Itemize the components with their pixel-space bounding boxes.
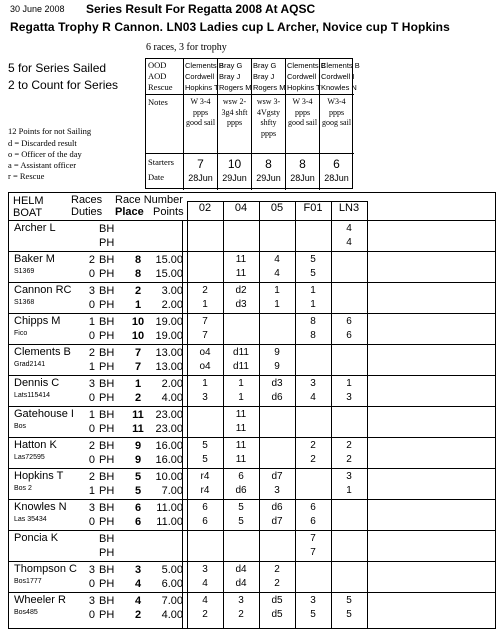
key-assistant: a = Assistant officer — [8, 160, 77, 170]
race-result: 4 — [274, 254, 280, 265]
race-result: 9 — [274, 361, 280, 372]
info-ood: Bray G — [253, 61, 277, 70]
helm-name: Knowles N — [14, 501, 67, 513]
races-count: 0 — [88, 330, 95, 342]
place: 1 — [134, 299, 142, 311]
info-label-starters: Starters — [148, 157, 174, 167]
table-row — [9, 313, 496, 344]
header-place: Place — [115, 206, 144, 218]
race-number-LN3: LN3 — [338, 202, 360, 214]
race-result: d4 — [235, 578, 247, 589]
info-notes: W 3-4 ppps good sail — [287, 97, 318, 127]
duty-code: BH — [99, 409, 115, 421]
race-result: 5 — [310, 268, 316, 279]
table-row — [9, 220, 496, 251]
race-result: 2 — [274, 578, 280, 589]
report-subtitle: Regatta Trophy R Cannon. LN03 Ladies cup L Archer, Novice cup T Hopkins — [10, 20, 450, 34]
table-row — [9, 437, 496, 468]
info-ood: Bray G — [219, 61, 243, 70]
duty-code: BH — [99, 440, 115, 452]
info-notes: W3-4 ppps goog sail — [321, 97, 352, 127]
info-label-rescue: Rescue — [148, 82, 173, 92]
race-result: d11 — [233, 361, 249, 372]
place: 8 — [134, 254, 142, 266]
points: 7.00 — [161, 485, 183, 497]
header-points: Points — [153, 206, 184, 218]
race-result: 3 — [274, 485, 280, 496]
race-result: 9 — [274, 347, 280, 358]
race-result: r4 — [200, 485, 210, 496]
race-result: 11 — [235, 440, 247, 451]
races-count: 1 — [88, 485, 95, 497]
boat-club: Bos — [14, 423, 27, 430]
info-label-date: Date — [148, 172, 165, 182]
race-result: d6 — [271, 502, 283, 513]
duty-code: PH — [99, 392, 115, 404]
info-date: 28Jun — [290, 173, 315, 183]
header-races: Races — [71, 194, 103, 206]
helm-name: Chipps M — [14, 315, 61, 327]
race-result: 3 — [202, 392, 208, 403]
header-duties: Duties — [71, 206, 103, 218]
helm-name: Clements B — [14, 346, 71, 358]
info-ood: Clements B — [321, 61, 360, 70]
duty-code: PH — [99, 516, 115, 528]
race-result: 1 — [346, 378, 352, 389]
duty-code: BH — [99, 378, 115, 390]
race-result: 6 — [346, 316, 352, 327]
race-result: 2 — [310, 440, 316, 451]
place: 4 — [134, 578, 142, 590]
races-count: 2 — [88, 347, 95, 359]
race-result: 5 — [238, 502, 244, 513]
races-count: 3 — [88, 564, 95, 576]
race-result: o4 — [199, 347, 211, 358]
race-result: 8 — [310, 330, 316, 341]
race-result: d5 — [271, 609, 283, 620]
duty-code: BH — [99, 316, 115, 328]
race-result: 2 — [238, 609, 244, 620]
race-result: 1 — [238, 392, 244, 403]
info-label-notes: Notes — [148, 97, 168, 107]
race-result: 7 — [310, 533, 316, 544]
race-result: 2 — [346, 440, 352, 451]
race-result: 5 — [310, 609, 316, 620]
table-row — [9, 499, 496, 530]
points: 23.00 — [155, 409, 183, 421]
races-count: 0 — [88, 423, 95, 435]
race-result: 3 — [202, 564, 208, 575]
place: 9 — [134, 454, 142, 466]
points: 13.00 — [155, 361, 183, 373]
race-result: 11 — [235, 454, 247, 465]
header-race-number: Race Number — [115, 194, 183, 206]
place: 2 — [134, 392, 142, 404]
points: 16.00 — [155, 454, 183, 466]
race-result: 4 — [202, 595, 208, 606]
duty-code: BH — [99, 285, 115, 297]
race-result: 5 — [238, 516, 244, 527]
info-aod: Bray J — [219, 72, 241, 81]
races-count: 0 — [88, 268, 95, 280]
table-row — [9, 344, 496, 375]
duty-code: PH — [99, 609, 115, 621]
race-result: 5 — [346, 595, 352, 606]
info-rescue: Hopkins T — [185, 83, 219, 92]
race-result: 4 — [346, 223, 352, 234]
race-result: 1 — [274, 285, 280, 296]
points: 10.00 — [155, 471, 183, 483]
race-result: d7 — [271, 516, 283, 527]
duty-code: PH — [99, 578, 115, 590]
info-date: 29Jun — [256, 173, 281, 183]
boat-club: Bos 2 — [14, 485, 32, 492]
race-result: 6 — [346, 330, 352, 341]
info-starters: 8 — [299, 157, 306, 171]
duty-code: BH — [99, 502, 115, 514]
race-result: 3 — [346, 392, 352, 403]
boat-club: Bos485 — [14, 609, 38, 616]
race-result: 1 — [238, 378, 244, 389]
duty-code: PH — [99, 299, 115, 311]
races-count: 1 — [88, 409, 95, 421]
races-count: 2 — [88, 254, 95, 266]
races-count: 0 — [88, 299, 95, 311]
place: 11 — [132, 423, 144, 435]
legend-sailed: 5 for Series Sailed — [8, 61, 107, 75]
key-discarded: d = Discarded result — [8, 138, 77, 148]
race-result: 3 — [310, 595, 316, 606]
place: 4 — [134, 595, 142, 607]
duty-code: PH — [99, 423, 115, 435]
race-result: 8 — [310, 316, 316, 327]
points: 15.00 — [155, 268, 183, 280]
races-count: 2 — [88, 440, 95, 452]
info-ood: Clements B — [287, 61, 326, 70]
helm-name: Archer L — [14, 222, 56, 234]
race-result: 7 — [202, 330, 208, 341]
race-result: 4 — [346, 237, 352, 248]
duty-code: BH — [99, 223, 115, 235]
races-count: 0 — [88, 609, 95, 621]
info-label-aod: AOD — [148, 71, 167, 81]
helm-name: Dennis C — [14, 377, 60, 389]
info-label-ood: OOD — [148, 60, 167, 70]
race-result: 1 — [346, 485, 352, 496]
points: 4.00 — [161, 392, 183, 404]
points: 6.00 — [161, 578, 183, 590]
races-note: 6 races, 3 for trophy — [146, 42, 227, 53]
info-starters: 10 — [227, 157, 242, 171]
races-count: 1 — [88, 361, 95, 373]
race-number-02: 02 — [198, 202, 212, 214]
report-title: Series Result For Regatta 2008 At AQSC — [86, 2, 316, 16]
info-starters: 8 — [265, 157, 272, 171]
grid-line — [146, 153, 354, 154]
race-number-05: 05 — [270, 202, 284, 214]
race-result: 5 — [202, 440, 208, 451]
points: 11.00 — [156, 502, 183, 514]
header-boat: BOAT — [13, 207, 43, 219]
info-date: 28Jun — [188, 173, 213, 183]
table-row — [9, 251, 496, 282]
race-result: d7 — [271, 471, 283, 482]
race-result: d3 — [235, 299, 247, 310]
helm-name: Cannon RC — [14, 284, 72, 296]
place: 11 — [132, 409, 144, 421]
races-count: 0 — [88, 392, 95, 404]
duty-code: BH — [99, 471, 115, 483]
table-row — [9, 468, 496, 499]
points: 16.00 — [155, 440, 183, 452]
races-count: 0 — [88, 454, 95, 466]
race-result: 2 — [202, 609, 208, 620]
duty-code: PH — [99, 237, 115, 249]
race-result: 2 — [202, 285, 208, 296]
boat-club: S1368 — [14, 299, 35, 306]
race-result: o4 — [199, 361, 211, 372]
race-result: d6 — [235, 485, 247, 496]
race-result: 11 — [235, 423, 247, 434]
race-result: 2 — [346, 454, 352, 465]
key-officer: o = Officer of the day — [8, 149, 82, 159]
races-count: 3 — [88, 285, 95, 297]
info-date: 29Jun — [222, 173, 247, 183]
race-result: 2 — [274, 564, 280, 575]
info-aod: Cordwell I — [287, 72, 321, 81]
race-result: 1 — [202, 299, 208, 310]
info-aod: Cordwell I — [185, 72, 219, 81]
info-rescue: Rogers M — [253, 83, 286, 92]
race-result: d2 — [235, 285, 247, 296]
boat-club: Bos1777 — [14, 578, 42, 585]
key-rescue: r = Rescue — [8, 171, 45, 181]
duty-code: BH — [99, 533, 115, 545]
duty-code: BH — [99, 564, 115, 576]
duty-code: PH — [99, 361, 115, 373]
race-result: 4 — [274, 268, 280, 279]
helm-name: Thompson C — [14, 563, 77, 575]
race-info-grid — [145, 58, 360, 189]
points: 19.00 — [155, 316, 183, 328]
race-result: 11 — [235, 254, 247, 265]
place: 8 — [134, 268, 142, 280]
place: 6 — [134, 502, 142, 514]
legend-count: 2 to Count for Series — [8, 78, 119, 92]
races-count: 0 — [88, 578, 95, 590]
race-result: r4 — [200, 471, 210, 482]
race-result: 3 — [310, 378, 316, 389]
race-result: 6 — [238, 471, 244, 482]
key-not-sailing: 12 Points for not Sailing — [8, 126, 92, 136]
info-rescue: Hopkins T — [287, 83, 321, 92]
helm-name: Wheeler R — [14, 594, 66, 606]
place: 9 — [134, 440, 142, 452]
duty-code: PH — [99, 454, 115, 466]
helm-name: Gatehouse I — [14, 408, 74, 420]
points: 23.00 — [155, 423, 183, 435]
table-row — [9, 530, 496, 561]
race-result: 6 — [202, 502, 208, 513]
place: 10 — [131, 330, 145, 342]
race-result: d3 — [271, 378, 283, 389]
info-date: 28Jun — [324, 173, 349, 183]
place: 7 — [134, 347, 142, 359]
duty-code: PH — [99, 547, 115, 559]
table-row — [9, 406, 496, 437]
race-number-04: 04 — [234, 202, 248, 214]
races-count: 0 — [88, 516, 95, 528]
info-aod: Bray J — [253, 72, 275, 81]
boat-club: Grad2141 — [14, 361, 46, 368]
race-result: 6 — [202, 516, 208, 527]
place: 7 — [134, 361, 142, 373]
points: 11.00 — [156, 516, 183, 528]
duty-code: BH — [99, 347, 115, 359]
race-result: 11 — [235, 409, 247, 420]
races-count: 3 — [88, 378, 95, 390]
race-result: d11 — [233, 347, 249, 358]
grid-line — [146, 94, 354, 95]
place: 10 — [131, 316, 145, 328]
info-notes: wsw 3-4Vgsty shfty ppps — [256, 97, 281, 138]
info-rescue: Rogers M — [219, 83, 252, 92]
race-result: 5 — [310, 254, 316, 265]
race-result: 6 — [310, 516, 316, 527]
race-result: 4 — [202, 578, 208, 589]
boat-club: S1369 — [14, 268, 35, 275]
duty-code: PH — [99, 330, 115, 342]
races-count: 2 — [88, 471, 95, 483]
place: 2 — [134, 285, 142, 297]
place: 6 — [134, 516, 142, 528]
race-result: 7 — [310, 547, 316, 558]
points: 19.00 — [155, 330, 183, 342]
points: 13.00 — [155, 347, 183, 359]
table-row — [9, 282, 496, 313]
race-result: 1 — [310, 299, 316, 310]
duty-code: PH — [99, 485, 115, 497]
points: 4.00 — [161, 609, 183, 621]
race-result: 5 — [202, 454, 208, 465]
races-count: 1 — [88, 316, 95, 328]
race-result: 5 — [346, 609, 352, 620]
helm-name: Baker M — [14, 253, 55, 265]
race-result: d6 — [271, 392, 283, 403]
race-result: 11 — [235, 268, 247, 279]
table-row — [9, 561, 496, 592]
points: 3.00 — [161, 285, 183, 297]
info-starters: 7 — [197, 157, 204, 171]
info-rescue: Knowles N — [321, 83, 357, 92]
boat-club: Lats115414 — [14, 392, 51, 399]
race-number-F01: F01 — [303, 202, 323, 214]
points: 2.00 — [161, 378, 183, 390]
place: 5 — [134, 471, 142, 483]
points: 5.00 — [161, 564, 183, 576]
info-starters: 6 — [333, 157, 340, 171]
points: 15.00 — [155, 254, 183, 266]
table-row — [9, 375, 496, 406]
info-notes: W 3-4 ppps good sail — [185, 97, 216, 127]
points: 7.00 — [161, 595, 183, 607]
points: 2.00 — [161, 299, 183, 311]
place: 5 — [134, 485, 142, 497]
race-result: 4 — [310, 392, 316, 403]
race-result: 1 — [310, 285, 316, 296]
report-date: 30 June 2008 — [10, 4, 65, 14]
duty-code: BH — [99, 595, 115, 607]
place: 2 — [134, 609, 142, 621]
place: 1 — [134, 378, 142, 390]
table-row — [9, 592, 496, 623]
race-result: 6 — [310, 502, 316, 513]
results-table — [8, 192, 496, 629]
race-result: d5 — [271, 595, 283, 606]
boat-club: Las 35434 — [14, 516, 47, 523]
boat-club: Las72595 — [14, 454, 45, 461]
row-line — [187, 201, 367, 202]
race-result: d4 — [235, 564, 247, 575]
race-result: 3 — [346, 471, 352, 482]
info-notes: wsw 2-3g4 shft ppps — [221, 97, 248, 127]
helm-name: Hopkins T — [14, 470, 64, 482]
info-aod: Cordwell I — [321, 72, 355, 81]
duty-code: PH — [99, 268, 115, 280]
race-result: 7 — [202, 316, 208, 327]
boat-club: Fico — [14, 330, 28, 337]
race-result: 1 — [274, 299, 280, 310]
helm-name: Poncia K — [14, 532, 59, 544]
race-result: 3 — [238, 595, 244, 606]
race-result: 2 — [310, 454, 316, 465]
info-ood: Clements B — [185, 61, 224, 70]
place: 3 — [134, 564, 142, 576]
duty-code: BH — [99, 254, 115, 266]
races-count: 3 — [88, 595, 95, 607]
header-helm: HELM — [13, 195, 44, 207]
races-count: 3 — [88, 502, 95, 514]
race-result: 1 — [202, 378, 208, 389]
helm-name: Hatton K — [14, 439, 57, 451]
